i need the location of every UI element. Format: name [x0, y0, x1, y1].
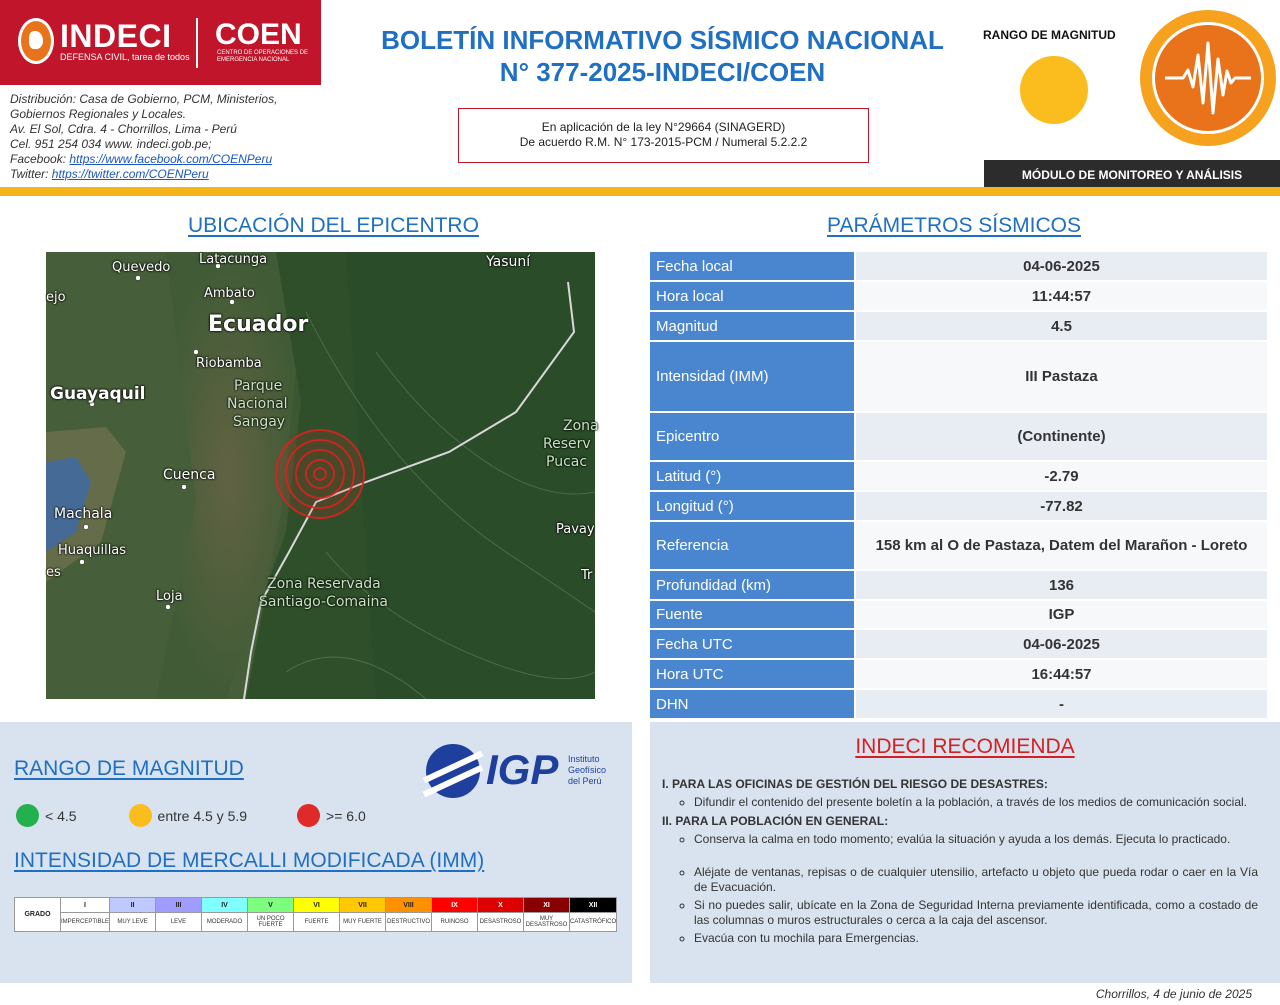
mercalli-grade: III	[156, 898, 202, 913]
table-row	[650, 412, 1267, 461]
magnitude-legend-title: RANGO DE MAGNITUD	[14, 757, 244, 780]
twitter-label: Twitter:	[10, 167, 52, 181]
table-row	[650, 341, 1267, 412]
mercalli-grade: IX	[432, 898, 478, 913]
mercalli-grade: VII	[340, 898, 386, 913]
rec-section-heading: II. PARA LA POBLACIÓN EN GENERAL:	[662, 814, 889, 828]
mercalli-desc: MUY DESASTROSO	[524, 913, 570, 932]
twitter-link[interactable]: https://twitter.com/COENPeru	[51, 167, 209, 181]
rec-item: ◦ Difundir el contenido del presente boletín a la población, a través de los medios de comunicación social.	[694, 795, 1258, 810]
mercalli-desc: MUY LEVE	[110, 913, 156, 932]
map-label: ejo	[46, 290, 66, 305]
igp-sub-line: del Perú	[568, 776, 602, 786]
mercalli-grade: XI	[524, 898, 570, 913]
facebook-label: Facebook:	[10, 152, 70, 166]
rec-item: ◦ Evacúa con tu mochila para Emergencias.	[694, 931, 1258, 946]
param-key: Hora local	[650, 281, 855, 311]
param-key: Hora UTC	[650, 659, 855, 689]
green-dot-icon	[16, 804, 39, 827]
table-row	[650, 311, 1267, 341]
param-value: 136	[855, 570, 1267, 600]
mercalli-grade: X	[478, 898, 524, 913]
logo-coen-subtitle: CENTRO DE OPERACIONES DE EMERGENCIA NACIONAL	[217, 50, 309, 63]
param-key: Fecha UTC	[650, 629, 855, 659]
mercalli-grade: V	[248, 898, 294, 913]
rec-item: ◦ Si no puedes salir, ubícate en la Zona de Seguridad Interna previamente identificada, como a costado de las columnas o muros estructurales o cerca a la caja del ascensor.	[694, 898, 1258, 928]
seismic-params-table	[650, 252, 1267, 720]
param-key: Epicentro	[650, 412, 855, 461]
mercalli-desc: CATASTRÓFICO	[570, 913, 617, 932]
igp-logo-text: IGP	[486, 746, 559, 793]
law-line1: En aplicación de la ley N°29664 (SINAGERD)	[541, 120, 786, 134]
param-key: Latitud (°)	[650, 461, 855, 491]
facebook-line	[10, 152, 310, 167]
rec-list	[694, 832, 1258, 946]
table-row	[650, 281, 1267, 311]
rango-magnitud-label: RANGO DE MAGNITUD	[983, 28, 1116, 42]
magnitude-legend	[16, 804, 398, 827]
map-labels	[46, 252, 599, 699]
mercalli-grade: I	[61, 898, 110, 913]
map-label: Loja	[156, 589, 183, 604]
table-row	[650, 461, 1267, 491]
mercalli-grade: XII	[570, 898, 617, 913]
table-row	[650, 689, 1267, 719]
mercalli-grade: IV	[202, 898, 248, 913]
map-label: Pucac	[546, 454, 588, 470]
igp-logo-subtitle	[568, 754, 606, 787]
bulletin-title	[350, 24, 975, 88]
param-key: Intensidad (IMM)	[650, 341, 855, 412]
map-label: Cuenca	[163, 467, 216, 483]
red-dot-icon	[297, 804, 320, 827]
map-label: Tr	[581, 568, 593, 583]
law-line2: De acuerdo R.M. N° 173-2015-PCM / Numeral 5.2.2.2	[519, 135, 808, 149]
map-label: Nacional	[227, 396, 288, 412]
mercalli-desc-row	[15, 913, 617, 932]
table-row	[650, 521, 1267, 570]
indeci-coen-logo	[0, 0, 321, 85]
yellow-dot-icon	[129, 804, 152, 827]
legend-item	[16, 804, 77, 827]
map-label: Yasuní	[486, 254, 531, 270]
recommendations-list	[662, 773, 1258, 946]
mercalli-desc: MUY FUERTE	[340, 913, 386, 932]
legend-label: entre 4.5 y 5.9	[157, 807, 248, 824]
mercalli-grade: VI	[294, 898, 340, 913]
seismograph-logo-icon	[1140, 10, 1276, 146]
map-section-title: UBICACIÓN DEL EPICENTRO	[188, 214, 479, 237]
table-row	[650, 600, 1267, 629]
igp-logo	[426, 744, 616, 800]
table-row	[650, 252, 1267, 281]
dist-line: Av. El Sol, Cdra. 4 - Chorrillos, Lima - Perú	[10, 122, 237, 136]
mercalli-grade-row	[15, 898, 617, 913]
param-value: -2.79	[855, 461, 1267, 491]
map-label: Zona Reservada	[267, 576, 381, 592]
mercalli-desc: DESASTROSO	[478, 913, 524, 932]
table-row	[650, 629, 1267, 659]
logo-coen-text: COEN	[215, 18, 302, 51]
dist-line: Cel. 951 254 034 www. indeci.gob.pe;	[10, 137, 212, 151]
header-divider	[0, 187, 1280, 196]
epicenter-map[interactable]	[46, 252, 599, 699]
map-label: Reserv	[543, 436, 591, 452]
rec-item: ◦ Conserva la calma en todo momento; evalúa la situación y ayuda a los demás. Ejecuta lo practicado.	[694, 832, 1258, 847]
rec-list	[694, 795, 1258, 810]
param-key: Longitud (°)	[650, 491, 855, 521]
param-value: III Pastaza	[855, 341, 1267, 412]
bulletin-title-line1: BOLETÍN INFORMATIVO SÍSMICO NACIONAL	[381, 25, 944, 55]
mercalli-desc: DESTRUCTIVO	[386, 913, 432, 932]
map-label: Pavay	[556, 522, 595, 537]
peru-emblem-icon	[18, 18, 54, 64]
param-value: IGP	[855, 600, 1267, 629]
table-row	[650, 659, 1267, 689]
param-value: (Continente)	[855, 412, 1267, 461]
facebook-link[interactable]: https://www.facebook.com/COENPeru	[69, 152, 273, 166]
grado-label: GRADO	[15, 898, 61, 932]
param-key: Magnitud	[650, 311, 855, 341]
law-reference-box	[458, 108, 869, 163]
param-value: 04-06-2025	[855, 629, 1267, 659]
param-key: DHN	[650, 689, 855, 719]
logo-divider	[196, 18, 198, 68]
param-key: Profundidad (km)	[650, 570, 855, 600]
map-label: Guayaquil	[50, 384, 146, 404]
map-label: Riobamba	[196, 356, 262, 371]
map-label: Ecuador	[208, 312, 309, 337]
igp-sub-line: Instituto	[568, 754, 600, 764]
mercalli-grade: VIII	[386, 898, 432, 913]
table-row	[650, 491, 1267, 521]
map-label: Santiago-Comaina	[259, 594, 388, 610]
mercalli-desc: LEVE	[156, 913, 202, 932]
param-value: 4.5	[855, 311, 1267, 341]
rec-section-heading: I. PARA LAS OFICINAS DE GESTIÓN DEL RIESGO DE DESASTRES:	[662, 777, 1048, 791]
map-label: Latacunga	[199, 252, 268, 267]
logo-indeci-tagline: DEFENSA CIVIL, tarea de todos	[60, 52, 190, 62]
map-label: Parque	[234, 378, 283, 394]
dist-line: Distribución: Casa de Gobierno, PCM, Ministerios,	[10, 92, 278, 106]
map-label: Zona	[563, 418, 599, 434]
map-label: Ambato	[204, 286, 255, 301]
map-label: Machala	[54, 506, 113, 522]
mercalli-scale-table	[14, 897, 617, 932]
mercalli-desc: MODERADO	[202, 913, 248, 932]
legend-item	[297, 804, 366, 827]
map-label: Huaquillas	[58, 543, 127, 558]
logo-indeci-text: INDECI	[60, 18, 172, 54]
distribution-info	[10, 92, 310, 182]
param-key: Referencia	[650, 521, 855, 570]
twitter-line	[10, 167, 310, 182]
table-row	[650, 570, 1267, 600]
mercalli-desc: RUINOSO	[432, 913, 478, 932]
igp-sub-line: Geofísico	[568, 765, 607, 775]
map-label: Quevedo	[112, 260, 171, 275]
params-section-title: PARÁMETROS SÍSMICOS	[827, 214, 1081, 237]
map-label: Sangay	[233, 414, 286, 430]
mercalli-desc: UN POCO FUERTE	[248, 913, 294, 932]
recommendations-title: INDECI RECOMIENDA	[855, 735, 1075, 758]
mercalli-desc: FUERTE	[294, 913, 340, 932]
igp-globe-icon	[426, 744, 480, 798]
map-label: es	[46, 565, 61, 580]
modulo-banner: MÓDULO DE MONITOREO Y ANÁLISIS	[984, 160, 1280, 187]
param-key: Fecha local	[650, 252, 855, 281]
param-value: -	[855, 689, 1267, 719]
mercalli-title: INTENSIDAD DE MERCALLI MODIFICADA (IMM)	[14, 849, 485, 872]
rec-item: ◦ Aléjate de ventanas, repisas o de cualquier utensilio, artefacto u objeto que pueda rodar o caer en la Vía de Evacuación.	[694, 865, 1258, 895]
legend-item	[129, 804, 248, 827]
mercalli-desc: IMPERCEPTIBLE	[61, 913, 110, 932]
bulletin-number: N° 377-2025-INDECI/COEN	[499, 57, 826, 87]
legend-label: >= 6.0	[326, 807, 366, 824]
param-value: 04-06-2025	[855, 252, 1267, 281]
param-value: 158 km al O de Pastaza, Datem del Marañon - Loreto	[855, 521, 1267, 570]
param-key: Fuente	[650, 600, 855, 629]
param-value: 16:44:57	[855, 659, 1267, 689]
dist-line: Gobiernos Regionales y Locales.	[10, 107, 187, 121]
param-value: -77.82	[855, 491, 1267, 521]
mercalli-grade: II	[110, 898, 156, 913]
magnitude-indicator-dot	[1020, 56, 1088, 124]
footer-date: Chorrillos, 4 de junio de 2025	[1095, 987, 1252, 1001]
legend-label: < 4.5	[45, 807, 77, 824]
param-value: 11:44:57	[855, 281, 1267, 311]
